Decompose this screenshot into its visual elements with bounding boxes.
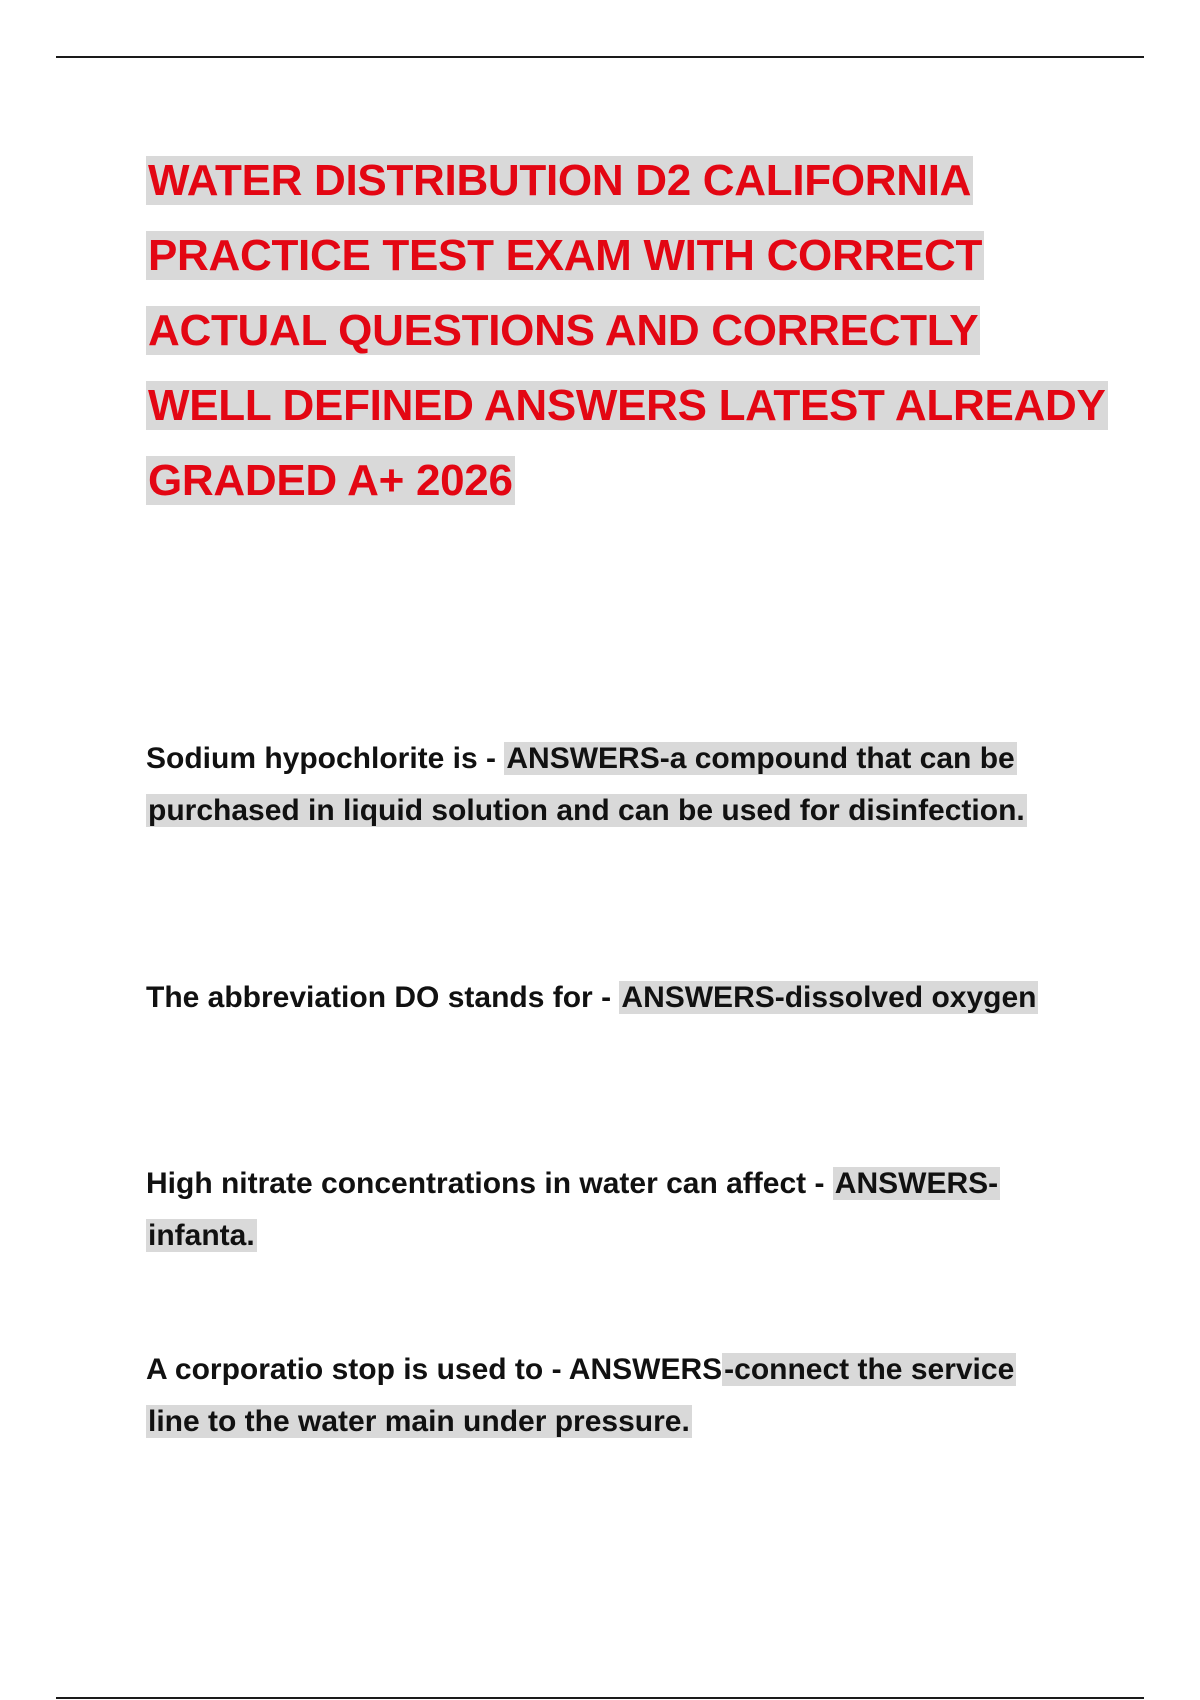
answer-text: -connect the service line to the water main under pressure. — [148, 1353, 1015, 1438]
answer-text: ANSWERS-infanta. — [148, 1167, 999, 1252]
answer-text: ANSWERS-a compound that can be purchased in liquid solution and can be used for disinfection. — [148, 742, 1025, 827]
question-text: A corporatio stop is used to - ANSWERS — [146, 1353, 723, 1386]
document-title-text: WATER DISTRIBUTION D2 CALIFORNIA PRACTICE TEST EXAM WITH CORRECT ACTUAL QUESTIONS AND CORRECTLY WELL DEFINED ANSWERS LATEST ALREADY GRADED A+ 2026 — [148, 156, 1106, 505]
top-rule — [56, 56, 1144, 58]
document-title — [146, 143, 1106, 518]
qa-item — [146, 733, 1066, 837]
qa-item — [146, 972, 1066, 1024]
question-text: The abbreviation DO stands for - — [146, 981, 620, 1014]
answer-text: ANSWERS-dissolved oxygen — [621, 981, 1037, 1014]
question-text: High nitrate concentrations in water can affect - — [146, 1167, 833, 1200]
qa-item — [146, 1158, 1066, 1262]
bottom-rule — [56, 1697, 1144, 1699]
question-text: Sodium hypochlorite is - — [146, 742, 505, 775]
qa-item — [146, 1344, 1066, 1448]
